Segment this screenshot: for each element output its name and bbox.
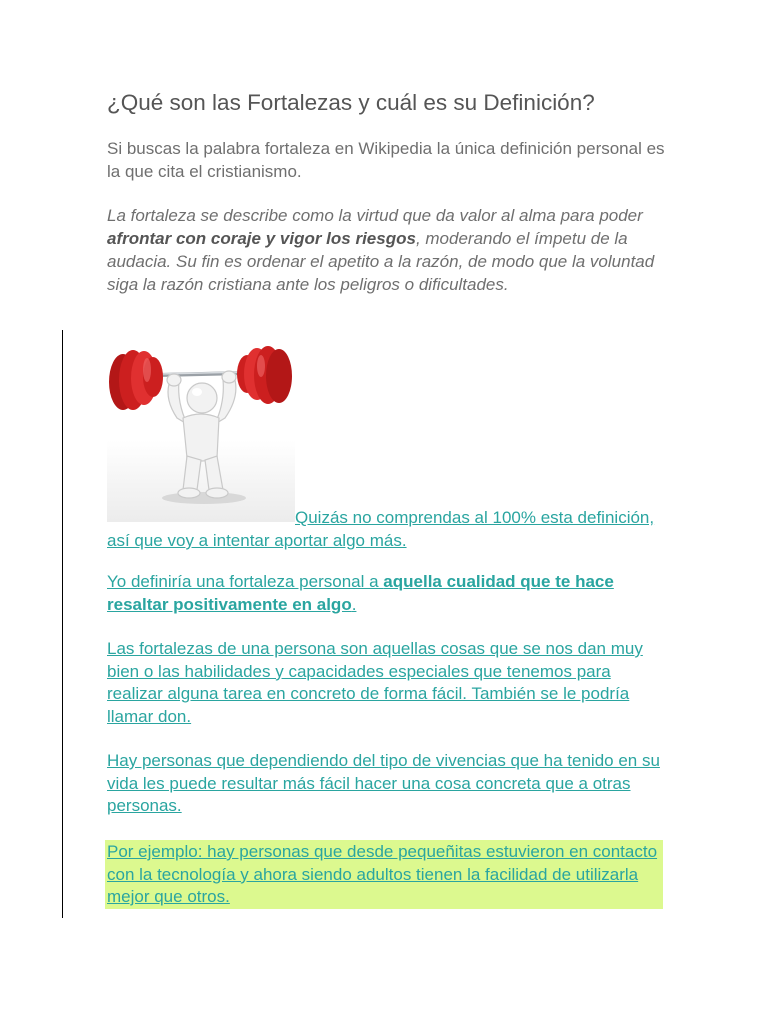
left-weight-plates <box>109 350 163 410</box>
paragraph-ejemplo-text: Por ejemplo: hay personas que desde pequeñitas estuvieron en contacto con la tecnología y ahora siendo adultos tienen la facilidad de utilizarla mejor que otros. <box>107 842 658 906</box>
right-weight-plates <box>237 346 292 404</box>
weightlifter-figure-icon <box>107 340 295 522</box>
paragraph-definicion-start: Yo definiría una fortaleza personal a <box>107 572 384 591</box>
paragraph-definicion-end: . <box>351 594 357 614</box>
paragraph-fortalezas-text: Las fortalezas de una persona son aquellas cosas que se nos dan muy bien o las habilidades y capacidades especiales que tenemos para realizar alguna tarea en concreto de forma fácil. También se le podría llamar don. <box>107 639 643 726</box>
paragraph-vivencias-text: Hay personas que dependiendo del tipo de vivencias que ha tenido en su vida les puede resultar más fácil hacer una cosa concreta que a otras personas. <box>107 751 660 815</box>
intro-paragraph: Si buscas la palabra fortaleza en Wikipedia la única definición personal es la que cita el cristianismo. <box>107 139 665 181</box>
paragraph-quizas[interactable] <box>107 506 667 552</box>
quote-bold-text: afrontar con coraje y vigor los riesgos <box>107 229 416 248</box>
paragraph-definicion[interactable] <box>107 571 667 616</box>
paragraph-vivencias[interactable] <box>107 750 667 818</box>
page-title: ¿Qué son las Fortalezas y cuál es su Definición? <box>107 90 595 115</box>
weightlifter-svg <box>107 340 295 522</box>
paragraph-quizas-text: Quizás no comprendas al 100% esta definición, así que voy a intentar aportar algo más. <box>107 508 655 550</box>
paragraph-definicion-bold: aquella cualidad que te hace resaltar positivamente en algo <box>107 572 614 614</box>
definition-quote <box>107 204 667 296</box>
margin-line <box>62 330 63 918</box>
paragraph-ejemplo-highlighted[interactable] <box>105 840 663 909</box>
white-figure <box>167 371 236 498</box>
paragraph-fortalezas[interactable] <box>107 638 667 728</box>
quote-text-start: La fortaleza se describe como la virtud que da valor al alma para poder <box>107 206 643 225</box>
quote-text-end: , moderando el ímpetu de la audacia. Su fin es ordenar el apetito a la razón, de modo que la voluntad siga la razón cristiana ante los peligros o dificultades. <box>107 229 655 294</box>
